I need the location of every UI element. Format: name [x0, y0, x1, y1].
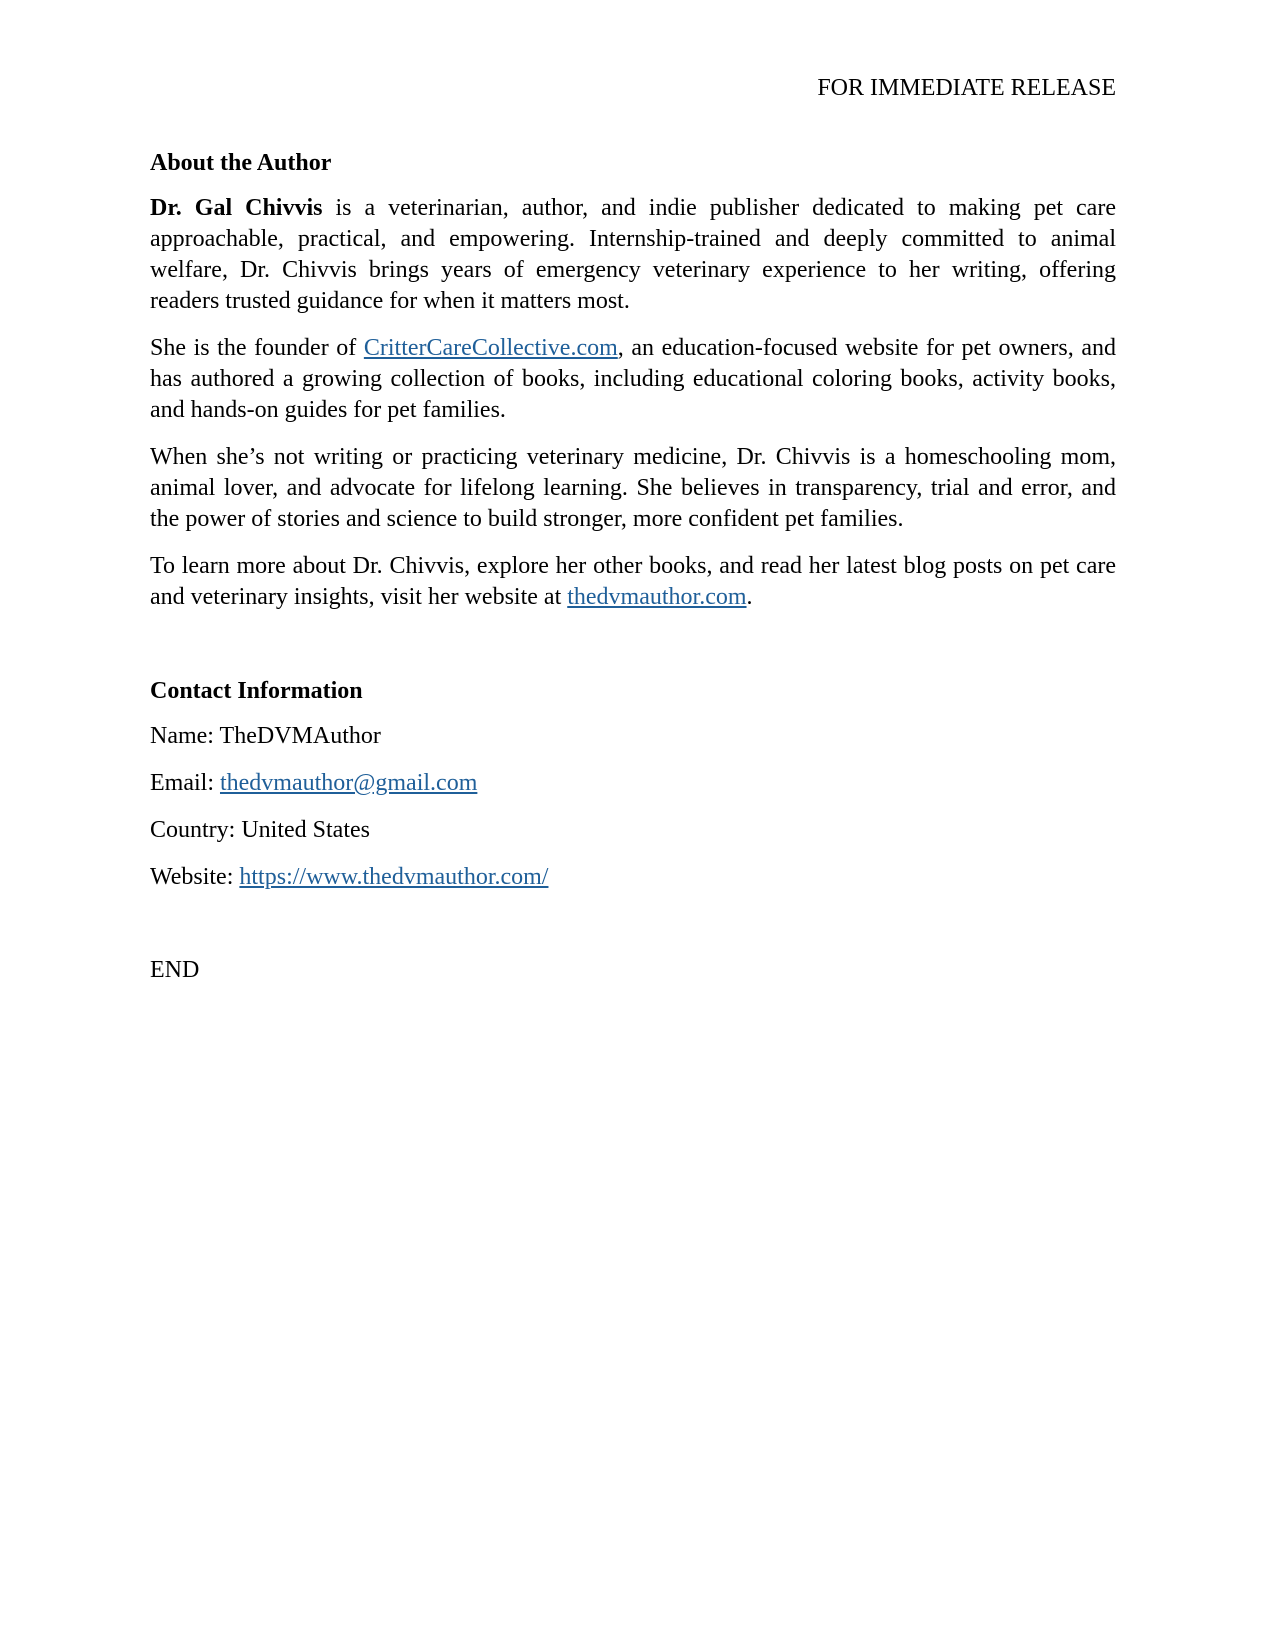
about-paragraph-1-text: is a veterinarian, author, and indie publisher dedicated to making pet care approachable, practical, and empowering. Internship-trained and deeply committed to animal welfare, Dr. Chivvis brings years of emergency veterinary experience to her writing, offering readers trusted guidance for when it matters most. — [150, 195, 1116, 314]
email-link[interactable]: thedvmauthor@gmail.com — [219, 770, 478, 796]
about-paragraph-1 — [150, 193, 1116, 317]
about-paragraph-3: When she’s not writing or practicing veterinary medicine, Dr. Chivvis is a homeschooling mom, animal lover, and advocate for lifelong learning. She believes in transparency, trial and error, and the power of stories and science to build stronger, more confident pet families. — [150, 444, 1116, 532]
contact-country-value: United States — [241, 817, 370, 843]
contact-website — [150, 862, 1116, 893]
about-paragraph-2-before: She is the founder of — [150, 335, 364, 361]
contact-email — [150, 768, 1116, 799]
contact-website-label: Website: — [150, 864, 240, 890]
contact-country-label: Country: — [150, 817, 242, 843]
contact-email-label: Email: — [150, 770, 220, 796]
document-body — [150, 148, 1116, 986]
author-name: Dr. Gal Chivvis — [150, 195, 323, 221]
about-paragraph-4-before: To learn more about Dr. Chivvis, explore her other books, and read her latest blog posts on pet care and veterinary insights, visit her website at — [150, 553, 1116, 610]
website-link[interactable]: https://www.thedvmauthor.com/ — [239, 864, 549, 890]
about-paragraph-2-after: , an education-focused website for pet owners, and has authored a growing collection of books, including educational coloring books, activity books, and hands-on guides for pet families. — [150, 335, 1116, 423]
release-label: FOR IMMEDIATE RELEASE — [817, 75, 1116, 101]
about-heading: About the Author — [150, 150, 332, 176]
contact-heading: Contact Information — [150, 678, 363, 704]
contact-name-label: Name: — [150, 723, 220, 749]
end-marker: END — [150, 957, 200, 983]
contact-name — [150, 721, 1116, 752]
crittercare-link[interactable]: CritterCareCollective.com — [363, 335, 618, 361]
contact-country — [150, 815, 1116, 846]
about-paragraph-4 — [150, 551, 1116, 613]
website-inline-link[interactable]: thedvmauthor.com — [567, 584, 747, 610]
about-paragraph-4-after: . — [746, 584, 753, 610]
about-paragraph-2 — [150, 333, 1116, 426]
contact-name-value: TheDVMAuthor — [219, 723, 381, 749]
